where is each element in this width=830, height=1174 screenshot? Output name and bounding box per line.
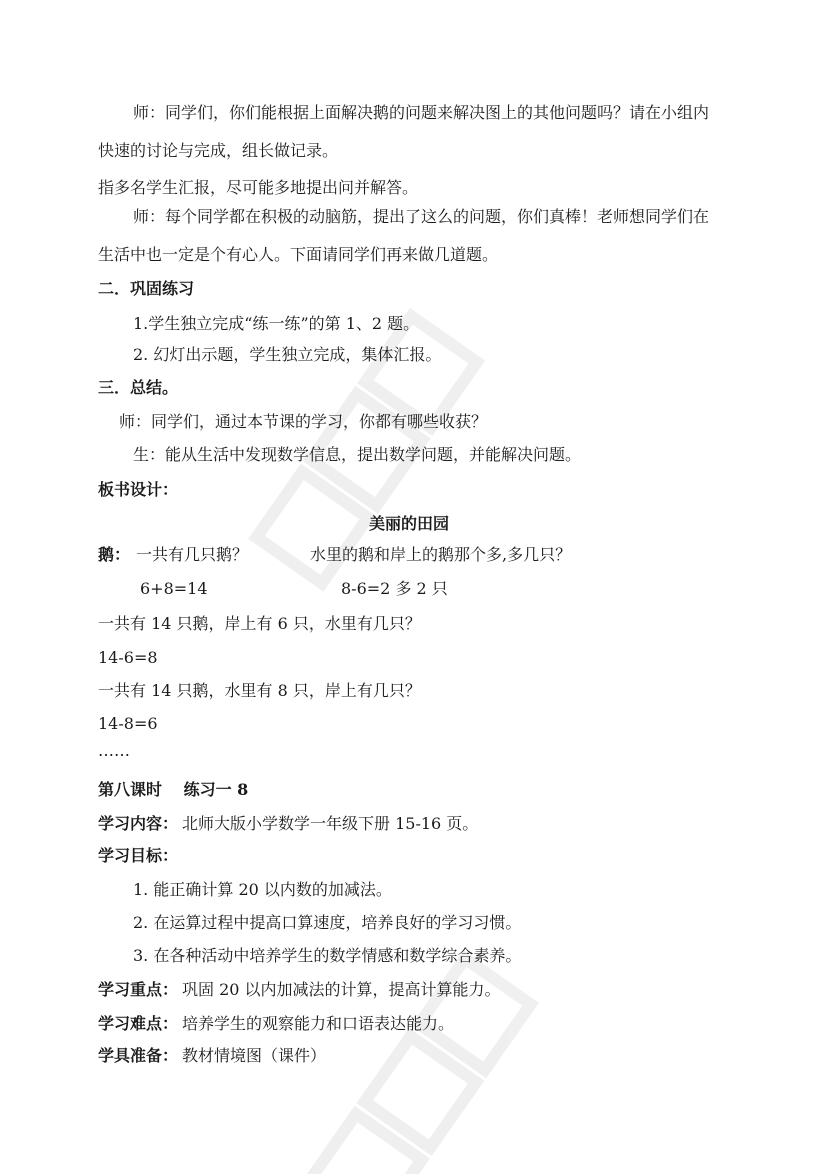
paragraph-line: 师：同学们，你们能根据上面解决鹅的问题来解决图上的其他问题吗？请在小组内 [133, 103, 710, 122]
field-label: 学习目标： [98, 846, 179, 865]
paragraph-line: 快速的讨论与完成，组长做记录。 [98, 141, 339, 160]
question-label: 鹅： [98, 545, 131, 564]
paragraph-line: 2. 幻灯出示题，学生独立完成，集体汇报。 [133, 345, 442, 364]
section-heading: 二．巩固练习 [98, 279, 195, 298]
field-label: 学习重点： [98, 980, 179, 999]
list-item: 1. 能正确计算 20 以内数的加减法。 [133, 880, 392, 899]
field-value: 教材情境图（课件） [182, 1046, 327, 1065]
equation-text: 6+8=14 [140, 579, 208, 598]
list-item: 2. 在运算过程中提高口算速度，培养良好的学习习惯。 [133, 913, 522, 932]
paragraph-line: 一共有 14 只鹅，水里有 8 只，岸上有几只？ [98, 681, 421, 700]
section-heading: 三．总结。 [98, 378, 179, 397]
equation-text: 8-6=2 多 2 只 [341, 579, 448, 598]
field-value: 北师大版小学数学一年级下册 15-16 页。 [182, 814, 479, 833]
field-label: 学习内容： [98, 814, 179, 833]
paragraph-line: 一共有 14 只鹅，岸上有 6 只，水里有几只？ [98, 614, 421, 633]
paragraph-line: 师：每个同学都在积极的动脑筋，提出了这么的问题，你们真棒！老师想同学们在 [133, 207, 710, 226]
section-heading: 板书设计： [98, 480, 179, 499]
paragraph-line: 生活中也一定是个有心人。下面请同学们再来做几道题。 [98, 245, 499, 264]
paragraph-line: 指多名学生汇报，尽可能多地提出问并解答。 [98, 178, 419, 197]
equation-text: 14-6=8 [98, 648, 158, 667]
paragraph-line: 1.学生独立完成“练一练”的第 1、2 题。 [133, 314, 420, 333]
field-value: 巩固 20 以内加减法的计算，提高计算能力。 [182, 980, 501, 999]
ellipsis-text: …… [98, 741, 130, 760]
paragraph-line: 师：同学们，通过本节课的学习，你都有哪些收获？ [119, 412, 488, 431]
paragraph-line: 生：能从生活中发现数学信息，提出数学问题，并能解决问题。 [133, 445, 582, 464]
question-text: 一共有几只鹅？ [136, 545, 249, 564]
lesson-title: 第八课时 练习一 8 [98, 780, 249, 799]
question-text: 水里的鹅和岸上的鹅那个多,多几只？ [310, 545, 572, 564]
field-label: 学习难点： [98, 1014, 179, 1033]
board-title: 美丽的田园 [369, 514, 450, 533]
equation-text: 14-8=6 [98, 714, 158, 733]
field-label: 学具准备： [98, 1046, 179, 1065]
list-item: 3. 在各种活动中培养学生的数学情感和数学综合素养。 [133, 946, 522, 965]
field-value: 培养学生的观察能力和口语表达能力。 [182, 1014, 455, 1033]
